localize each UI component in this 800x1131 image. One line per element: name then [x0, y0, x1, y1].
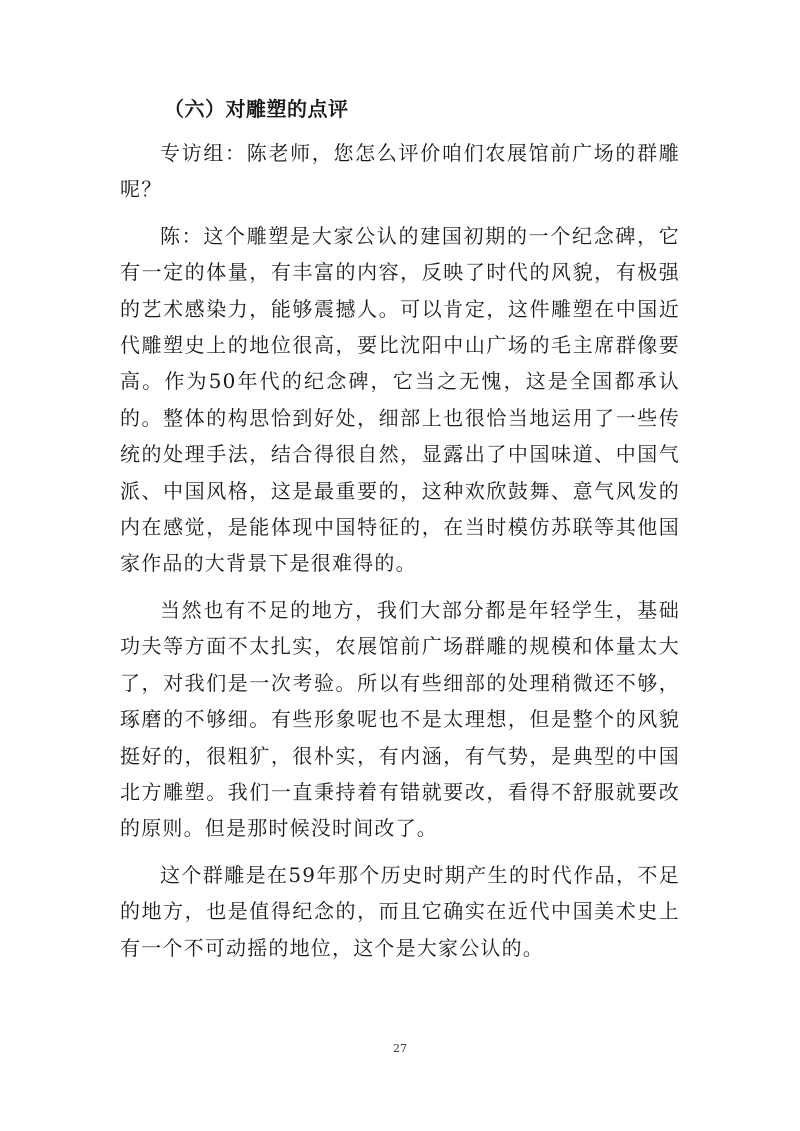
page-body [120, 91, 680, 966]
answer-paragraph-conclusion: 这个群雕是在59年那个历史时期产生的时代作品，不足的地方，也是值得纪念的，而且它确实在近代中国美术史上有一个不可动摇的地位，这个是大家公认的。 [120, 862, 680, 960]
interview-question-paragraph: 专访组：陈老师，您怎么评价咱们农展馆前广场的群雕呢？ [120, 141, 680, 202]
answer-paragraph-shortcomings: 当然也有不足的地方，我们大部分都是年轻学生，基础功夫等方面不太扎实，农展馆前广场群雕的规模和体量太大了，对我们是一次考验。所以有些细部的处理稍微还不够，琢磨的不够细。有些形象呢也不是太理想，但是整个的风貌挺好的，很粗犷，很朴实，有内涵，有气势，是典型的中国北方雕塑。我们一直秉持着有错就要改，看得不舒服就要改的原则。但是那时候没时间改了。 [120, 597, 680, 841]
page-number: 27 [393, 1042, 407, 1055]
section-heading: （六）对雕塑的点评 [164, 97, 349, 121]
answer-paragraph-evaluation: 陈：这个雕塑是大家公认的建国初期的一个纪念碑，它有一定的体量，有丰富的内容，反映了时代的风貌，有极强的艺术感染力，能够震撼人。可以肯定，这件雕塑在中国近代雕塑史上的地位很高，要比沈阳中山广场的毛主席群像要高。作为50年代的纪念碑，它当之无愧，这是全国都承认的。整体的构思恰到好处，细部上也很恰当地运用了一些传统的处理手法，结合得很自然，显露出了中国味道、中国气派、中国风格，这是最重要的，这种欢欣鼓舞、意气风发的内在感觉，是能体现中国特征的，在当时模仿苏联等其他国家作品的大背景下是很难得的。 [120, 223, 680, 576]
